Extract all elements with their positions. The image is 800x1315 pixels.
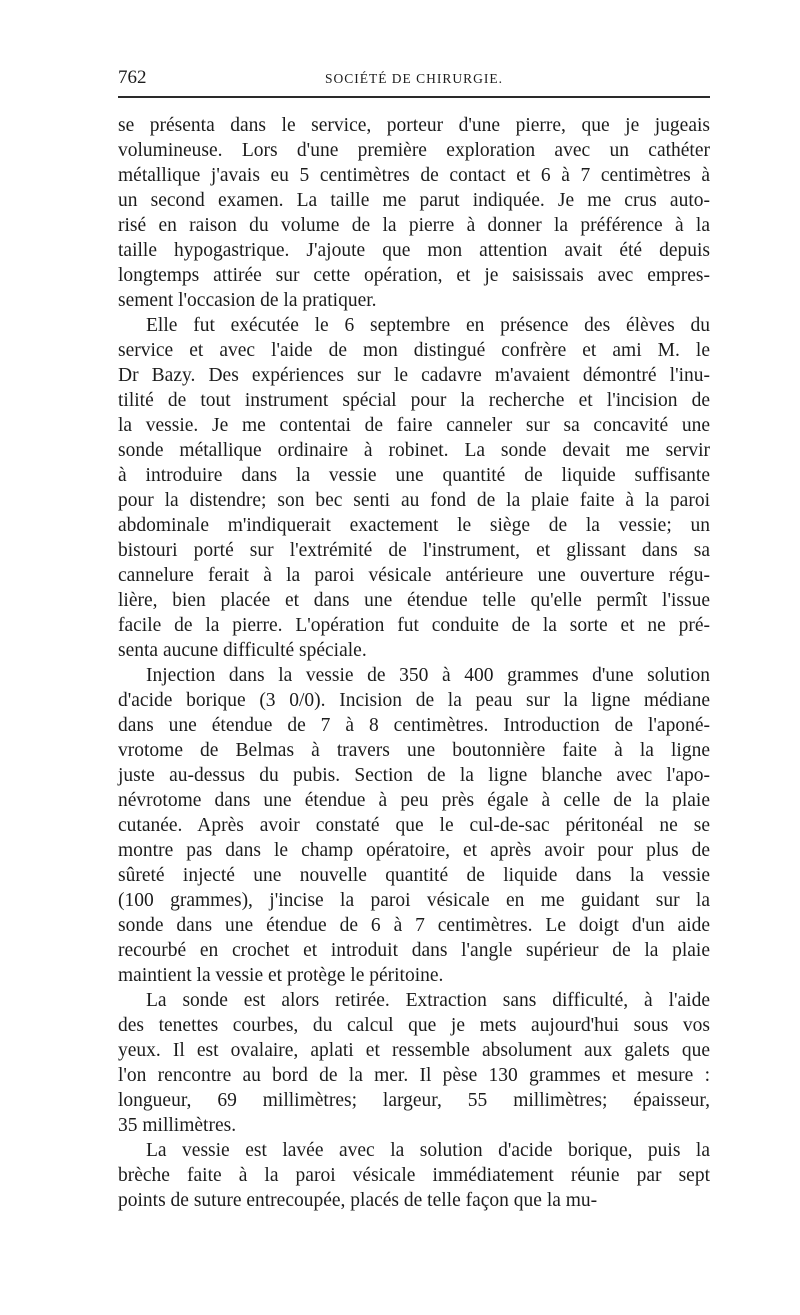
text-line: sement l'occasion de la pratiquer. (118, 290, 377, 311)
text-line: se présenta dans le service, porteur d'une pierre, que je jugeais (118, 115, 710, 136)
text-line: senta aucune difficulté spéciale. (118, 640, 367, 661)
text-line: dans une étendue de 7 à 8 centimètres. Introduction de l'aponé- (118, 715, 710, 736)
paragraph (118, 1138, 710, 1213)
text-line: lière, bien placée et dans une étendue telle qu'elle permît l'issue (118, 590, 710, 611)
text-line: montre pas dans le champ opératoire, et après avoir pour plus de (118, 840, 710, 861)
text-line: Elle fut exécutée le 6 septembre en présence des élèves du (146, 315, 710, 336)
text-line: (100 grammes), j'incise la paroi vésicale en me guidant sur la (118, 890, 710, 911)
text-line: brèche faite à la paroi vésicale immédiatement réunie par sept (118, 1165, 710, 1186)
text-line: sonde métallique ordinaire à robinet. La sonde devait me servir (118, 440, 710, 461)
page-header (118, 66, 710, 90)
text-line: à introduire dans la vessie une quantité de liquide suffisante (118, 465, 710, 486)
text-line: cannelure ferait à la paroi vésicale antérieure une ouverture régu- (118, 565, 710, 586)
paragraph (118, 313, 710, 663)
text-line: tilité de tout instrument spécial pour la recherche et l'incision de (118, 390, 710, 411)
text-line: 35 millimètres. (118, 1115, 237, 1136)
text-line: Dr Bazy. Des expériences sur le cadavre m'avaient démontré l'inu- (118, 365, 710, 386)
text-line: taille hypogastrique. J'ajoute que mon attention avait été depuis (118, 240, 710, 261)
text-line: La vessie est lavée avec la solution d'acide borique, puis la (146, 1140, 710, 1161)
text-line: yeux. Il est ovalaire, aplati et ressemble absolument aux galets que (118, 1040, 710, 1061)
text-line: un second examen. La taille me parut indiquée. Je me crus auto- (118, 190, 710, 211)
text-line: La sonde est alors retirée. Extraction sans difficulté, à l'aide (146, 990, 710, 1011)
text-line: métallique j'avais eu 5 centimètres de contact et 6 à 7 centimètres à (118, 165, 710, 186)
text-line: névrotome dans une étendue à peu près égale à celle de la plaie (118, 790, 710, 811)
text-line: Injection dans la vessie de 350 à 400 grammes d'une solution (146, 665, 710, 686)
text-line: pour la distendre; son bec senti au fond de la plaie faite à la paroi (118, 490, 710, 511)
text-line: risé en raison du volume de la pierre à donner la préférence à la (118, 215, 710, 236)
running-head: SOCIÉTÉ DE CHIRURGIE. (324, 71, 504, 86)
text-line: sonde dans une étendue de 6 à 7 centimètres. Le doigt d'un aide (118, 915, 710, 936)
text-line: d'acide borique (3 0/0). Incision de la peau sur la ligne médiane (118, 690, 710, 711)
text-line: service et avec l'aide de mon distingué confrère et ami M. le (118, 340, 710, 361)
text-line: maintient la vessie et protège le péritoine. (118, 965, 444, 986)
text-line: points de suture entrecoupée, placés de telle façon que la mu- (118, 1190, 598, 1211)
text-line: des tenettes courbes, du calcul que je mets aujourd'hui sous vos (118, 1015, 710, 1036)
text-line: juste au-dessus du pubis. Section de la ligne blanche avec l'apo- (118, 765, 710, 786)
text-line: longueur, 69 millimètres; largeur, 55 millimètres; épaisseur, (118, 1090, 710, 1111)
text-line: abdominale m'indiquerait exactement le siège de la vessie; un (118, 515, 710, 536)
paragraph (118, 113, 710, 313)
text-line: vrotome de Belmas à travers une boutonnière faite à la ligne (118, 740, 710, 761)
text-line: la vessie. Je me contentai de faire canneler sur sa concavité une (118, 415, 710, 436)
text-line: bistouri porté sur l'extrémité de l'instrument, et glissant dans sa (118, 540, 710, 561)
text-line: sûreté injecté une nouvelle quantité de liquide dans la vessie (118, 865, 710, 886)
text-line: recourbé en crochet et introduit dans l'angle supérieur de la plaie (118, 940, 710, 961)
page-number: 762 (118, 67, 147, 88)
paragraph (118, 988, 710, 1138)
body-text (118, 113, 710, 1213)
text-line: volumineuse. Lors d'une première exploration avec un cathéter (118, 140, 710, 161)
text-line: longtemps attirée sur cette opération, et je saisissais avec empres- (118, 265, 710, 286)
text-line: cutanée. Après avoir constaté que le cul-de-sac péritonéal ne se (118, 815, 710, 836)
text-line: l'on rencontre au bord de la mer. Il pèse 130 grammes et mesure : (118, 1065, 710, 1086)
paragraph (118, 663, 710, 988)
text-line: facile de la pierre. L'opération fut conduite de la sorte et ne pré- (118, 615, 710, 636)
header-rule (118, 96, 710, 98)
